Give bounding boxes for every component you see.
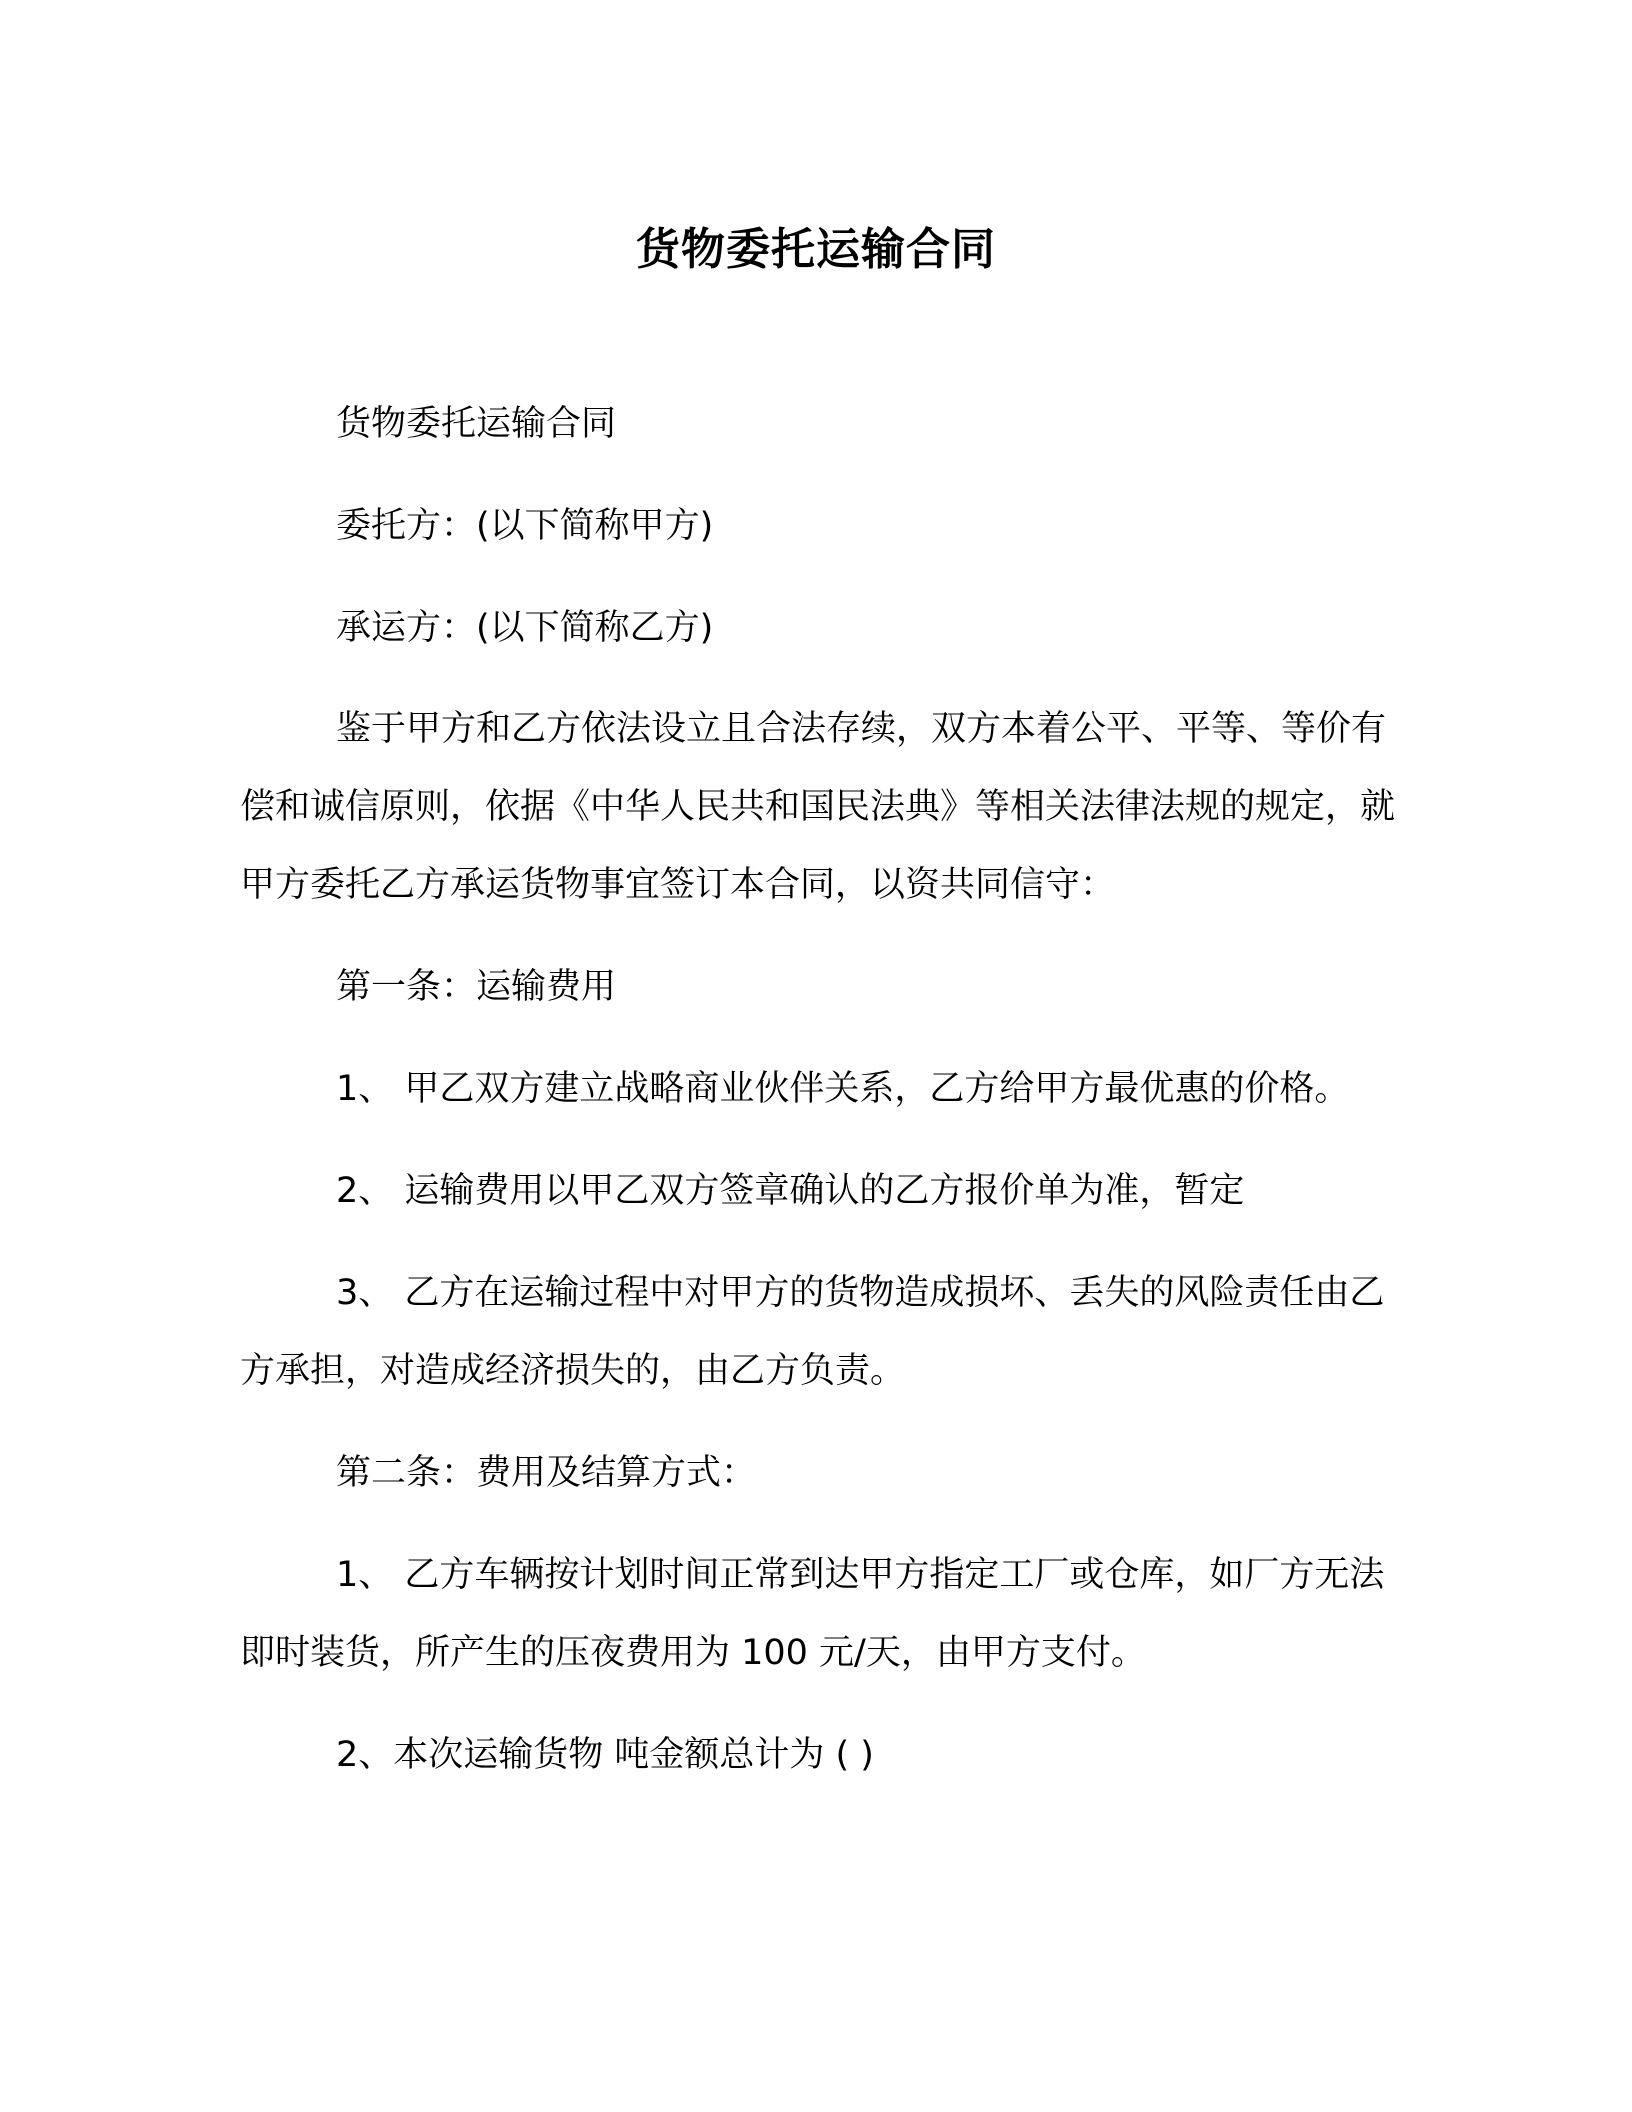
paragraph-item-2-2: 2、本次运输货物 吨金额总计为 ( ) bbox=[336, 1735, 874, 1775]
paragraph-heading: 货物委托运输合同 bbox=[336, 404, 617, 444]
paragraph-item-1-3: 3、 乙方在运输过程中对甲方的货物造成损坏、丢失的风险责任由乙方承担，对造成经济损失的，由乙方负责。 bbox=[240, 1273, 1385, 1391]
paragraph-item-2-1: 1、 乙方车辆按计划时间正常到达甲方指定工厂或仓库，如厂方无法即时装货，所产生的压夜费用为 100 元/天，由甲方支付。 bbox=[240, 1555, 1385, 1673]
paragraph-item-1-1: 1、 甲乙双方建立战略商业伙伴关系，乙方给甲方最优惠的价格。 bbox=[336, 1069, 1350, 1109]
paragraph-carrier: 承运方：(以下简称乙方) bbox=[336, 608, 714, 648]
paragraph-article-2: 第二条：费用及结算方式： bbox=[336, 1453, 757, 1493]
paragraph-item-1-2: 2、 运输费用以甲乙双方签章确认的乙方报价单为准，暂定 bbox=[336, 1171, 1245, 1211]
document-title: 货物委托运输合同 bbox=[636, 224, 996, 275]
paragraph-preamble: 鉴于甲方和乙方依法设立且合法存续，双方本着公平、平等、等价有偿和诚信原则，依据《中华人民共和国民法典》等相关法律法规的规定，就甲方委托乙方承运货物事宜签订本合同，以资共同信守： bbox=[240, 709, 1396, 905]
paragraph-article-1: 第一条：运输费用 bbox=[336, 967, 617, 1007]
paragraph-client: 委托方：(以下简称甲方) bbox=[336, 506, 714, 546]
